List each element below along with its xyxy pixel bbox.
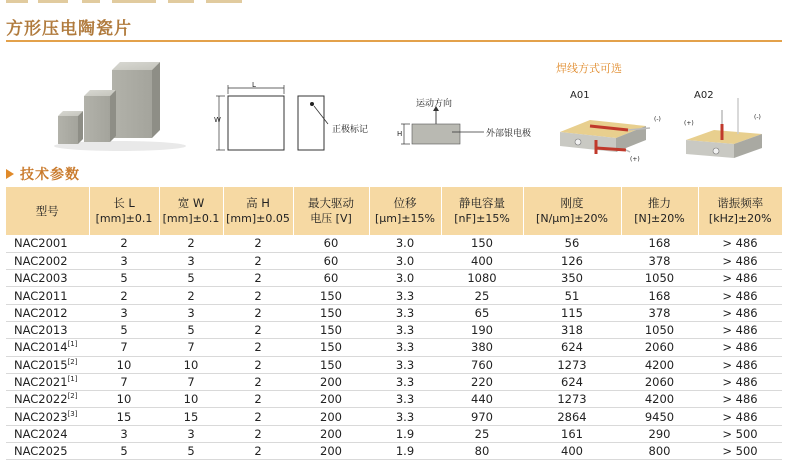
welding-variant-a01	[556, 90, 676, 165]
cell-disp: 3.3	[369, 408, 441, 425]
cell-cap: 25	[441, 425, 523, 442]
cell-force: 168	[621, 287, 698, 304]
cell-h: 2	[223, 252, 293, 269]
table-row	[6, 425, 782, 442]
col-header-title: 刚度	[560, 196, 584, 210]
cell-force: 378	[621, 304, 698, 321]
col-header-max-voltage	[293, 187, 369, 235]
cell-voltage: 200	[293, 425, 369, 442]
col-header-capacitance	[441, 187, 523, 235]
model-cell	[6, 408, 89, 425]
variant-a02-label: A02	[694, 90, 714, 101]
cell-stiff: 1273	[523, 356, 621, 373]
table-row	[6, 391, 782, 408]
cell-w: 7	[159, 373, 223, 390]
cell-voltage: 200	[293, 408, 369, 425]
model-cell	[6, 321, 89, 338]
model-name: NAC2021	[14, 375, 68, 390]
cell-disp: 3.3	[369, 339, 441, 356]
model-name: NAC2024	[14, 426, 68, 441]
cell-w: 3	[159, 252, 223, 269]
col-header-unit: [μm]±15%	[375, 212, 435, 225]
cell-l: 5	[89, 321, 159, 338]
cell-voltage: 200	[293, 443, 369, 460]
model-name: NAC2001	[14, 236, 68, 251]
a02-neg-mark: (-)	[754, 114, 761, 121]
top-decor-strip	[0, 0, 788, 4]
footnote-ref: [1]	[67, 340, 78, 349]
model-name: NAC2014	[14, 340, 68, 355]
col-header-unit: 电压 [V]	[310, 212, 352, 225]
cell-cap: 970	[441, 408, 523, 425]
cell-force: 2060	[621, 339, 698, 356]
footnote-ref: [2]	[67, 357, 78, 366]
cell-h: 2	[223, 443, 293, 460]
cell-disp: 3.3	[369, 391, 441, 408]
cell-disp: 3.3	[369, 287, 441, 304]
model-name: NAC2003	[14, 271, 68, 286]
a02-pos-mark: (+)	[684, 120, 694, 127]
cell-force: 290	[621, 425, 698, 442]
cell-l: 15	[89, 408, 159, 425]
model-cell	[6, 443, 89, 460]
cell-stiff: 400	[523, 443, 621, 460]
cell-l: 3	[89, 304, 159, 321]
cell-w: 2	[159, 287, 223, 304]
cell-h: 2	[223, 287, 293, 304]
col-header-title: 最大驱动	[308, 196, 354, 210]
model-name: NAC2023	[14, 409, 68, 424]
table-header-row	[6, 187, 782, 235]
cell-w: 3	[159, 425, 223, 442]
cell-w: 5	[159, 270, 223, 287]
col-header-model	[6, 187, 89, 235]
cell-l: 2	[89, 287, 159, 304]
col-header-title: 位移	[393, 196, 417, 210]
table-row	[6, 339, 782, 356]
cell-freq: > 486	[698, 270, 782, 287]
cell-h: 2	[223, 425, 293, 442]
cell-disp: 3.0	[369, 270, 441, 287]
cell-cap: 190	[441, 321, 523, 338]
model-cell	[6, 235, 89, 252]
table-row	[6, 443, 782, 460]
cell-force: 378	[621, 252, 698, 269]
cell-l: 10	[89, 391, 159, 408]
col-header-displacement	[369, 187, 441, 235]
cell-force: 4200	[621, 391, 698, 408]
cell-stiff: 51	[523, 287, 621, 304]
cell-w: 2	[159, 235, 223, 252]
col-header-unit: [mm]±0.1	[95, 212, 153, 225]
col-header-unit: [mm]±0.05	[226, 212, 290, 225]
spec-table	[6, 187, 782, 460]
cell-voltage: 60	[293, 270, 369, 287]
cell-w: 5	[159, 443, 223, 460]
cell-disp: 3.0	[369, 252, 441, 269]
model-cell	[6, 356, 89, 373]
cell-disp: 3.3	[369, 304, 441, 321]
cell-l: 5	[89, 443, 159, 460]
motion-drawing	[396, 94, 546, 154]
table-row	[6, 408, 782, 425]
model-cell	[6, 270, 89, 287]
table-row	[6, 373, 782, 390]
model-name: NAC2025	[14, 444, 68, 459]
table-row	[6, 287, 782, 304]
cell-stiff: 161	[523, 425, 621, 442]
col-header-title: 谐振频率	[717, 196, 764, 210]
cell-w: 15	[159, 408, 223, 425]
table-row	[6, 304, 782, 321]
table-row	[6, 252, 782, 269]
cell-w: 5	[159, 321, 223, 338]
cell-l: 5	[89, 270, 159, 287]
col-header-resonant-frequency	[698, 187, 782, 235]
cell-force: 1050	[621, 321, 698, 338]
cell-disp: 1.9	[369, 443, 441, 460]
dimension-drawing-top	[208, 82, 288, 152]
cell-h: 2	[223, 321, 293, 338]
col-header-force	[621, 187, 698, 235]
cell-cap: 65	[441, 304, 523, 321]
footnote-ref: [2]	[67, 392, 78, 401]
model-cell	[6, 425, 89, 442]
cell-freq: > 486	[698, 321, 782, 338]
cell-h: 2	[223, 235, 293, 252]
cell-force: 4200	[621, 356, 698, 373]
table-row	[6, 356, 782, 373]
dim-height-label: H	[397, 130, 403, 138]
col-header-unit: [kHz]±20%	[708, 212, 772, 225]
footnote-ref: [3]	[67, 409, 78, 418]
col-header-title: 型号	[35, 203, 59, 218]
cell-force: 2060	[621, 373, 698, 390]
col-header-title: 推力	[648, 196, 671, 210]
specs-heading-text: 技术参数	[20, 167, 80, 183]
cell-stiff: 56	[523, 235, 621, 252]
col-header-title: 静电容量	[459, 196, 505, 210]
product-photo	[50, 52, 190, 152]
model-cell	[6, 373, 89, 390]
col-header-unit: [N/μm]±20%	[536, 212, 608, 225]
cell-freq: > 486	[698, 356, 782, 373]
cell-voltage: 150	[293, 339, 369, 356]
polarity-mark-label: 正极标记	[332, 125, 369, 135]
cell-disp: 3.0	[369, 235, 441, 252]
col-header-title: 长 L	[113, 196, 135, 210]
cell-h: 2	[223, 356, 293, 373]
cell-force: 9450	[621, 408, 698, 425]
col-header-title: 高 H	[246, 196, 270, 210]
cell-w: 10	[159, 391, 223, 408]
cell-disp: 3.3	[369, 321, 441, 338]
cell-stiff: 624	[523, 339, 621, 356]
cell-stiff: 2864	[523, 408, 621, 425]
cell-freq: > 486	[698, 408, 782, 425]
cell-h: 2	[223, 339, 293, 356]
table-row	[6, 270, 782, 287]
heading-arrow-icon	[6, 169, 14, 179]
specs-heading	[6, 164, 80, 184]
col-header-height	[223, 187, 293, 235]
cell-l: 3	[89, 252, 159, 269]
model-name: NAC2002	[14, 253, 68, 268]
cell-freq: > 500	[698, 443, 782, 460]
model-cell	[6, 252, 89, 269]
model-name: NAC2013	[14, 323, 68, 338]
model-name: NAC2022	[14, 392, 68, 407]
model-cell	[6, 287, 89, 304]
cell-cap: 760	[441, 356, 523, 373]
cell-freq: > 486	[698, 391, 782, 408]
welding-variant-a02	[680, 90, 784, 165]
cell-cap: 400	[441, 252, 523, 269]
cell-cap: 440	[441, 391, 523, 408]
model-cell	[6, 339, 89, 356]
welding-options-title: 焊线方式可选	[556, 62, 622, 75]
col-header-width	[159, 187, 223, 235]
polarity-drawing	[296, 94, 386, 154]
model-cell	[6, 304, 89, 321]
cell-voltage: 200	[293, 391, 369, 408]
model-name: NAC2015	[14, 357, 68, 372]
cell-voltage: 150	[293, 321, 369, 338]
cell-cap: 25	[441, 287, 523, 304]
cell-freq: > 486	[698, 304, 782, 321]
cell-voltage: 200	[293, 373, 369, 390]
cell-stiff: 624	[523, 373, 621, 390]
cell-h: 2	[223, 373, 293, 390]
cell-h: 2	[223, 304, 293, 321]
cell-h: 2	[223, 270, 293, 287]
cell-voltage: 60	[293, 235, 369, 252]
cell-cap: 380	[441, 339, 523, 356]
cell-force: 168	[621, 235, 698, 252]
cell-voltage: 150	[293, 304, 369, 321]
model-name: NAC2011	[14, 288, 68, 303]
cell-l: 3	[89, 425, 159, 442]
title-divider	[6, 40, 782, 42]
cell-freq: > 486	[698, 373, 782, 390]
cell-freq: > 486	[698, 252, 782, 269]
variant-a01-label: A01	[570, 90, 590, 101]
col-header-length	[89, 187, 159, 235]
cell-stiff: 350	[523, 270, 621, 287]
dim-width-label: W	[214, 116, 221, 124]
dim-length-label: L	[252, 81, 256, 89]
a01-pos-mark: (+)	[630, 156, 640, 163]
cell-voltage: 150	[293, 287, 369, 304]
cell-voltage: 150	[293, 356, 369, 373]
col-header-unit: [N]±20%	[634, 212, 685, 225]
cell-l: 7	[89, 373, 159, 390]
cell-w: 10	[159, 356, 223, 373]
cell-force: 800	[621, 443, 698, 460]
section-title: 方形压电陶瓷片	[6, 19, 132, 39]
footnote-ref: [1]	[67, 375, 78, 384]
model-name: NAC2012	[14, 305, 68, 320]
cell-l: 2	[89, 235, 159, 252]
cell-stiff: 1273	[523, 391, 621, 408]
cell-w: 7	[159, 339, 223, 356]
a01-neg-mark: (-)	[654, 116, 661, 123]
cell-disp: 1.9	[369, 425, 441, 442]
motion-direction-label: 运动方向	[416, 99, 453, 109]
cell-disp: 3.3	[369, 373, 441, 390]
col-header-title: 宽 W	[177, 196, 205, 210]
cell-stiff: 115	[523, 304, 621, 321]
col-header-stiffness	[523, 187, 621, 235]
cell-cap: 150	[441, 235, 523, 252]
cell-l: 10	[89, 356, 159, 373]
cell-force: 1050	[621, 270, 698, 287]
table-row	[6, 321, 782, 338]
cell-freq: > 500	[698, 425, 782, 442]
cell-stiff: 126	[523, 252, 621, 269]
cell-cap: 80	[441, 443, 523, 460]
cell-freq: > 486	[698, 235, 782, 252]
cell-cap: 1080	[441, 270, 523, 287]
model-cell	[6, 391, 89, 408]
cell-freq: > 486	[698, 287, 782, 304]
table-row	[6, 235, 782, 252]
col-header-unit: [mm]±0.1	[162, 212, 220, 225]
cell-freq: > 486	[698, 339, 782, 356]
cell-stiff: 318	[523, 321, 621, 338]
cell-cap: 220	[441, 373, 523, 390]
col-header-unit: [nF]±15%	[454, 212, 510, 225]
cell-w: 3	[159, 304, 223, 321]
cell-l: 7	[89, 339, 159, 356]
cell-voltage: 60	[293, 252, 369, 269]
electrode-label: 外部银电极	[486, 129, 532, 139]
cell-h: 2	[223, 391, 293, 408]
cell-disp: 3.3	[369, 356, 441, 373]
cell-h: 2	[223, 408, 293, 425]
